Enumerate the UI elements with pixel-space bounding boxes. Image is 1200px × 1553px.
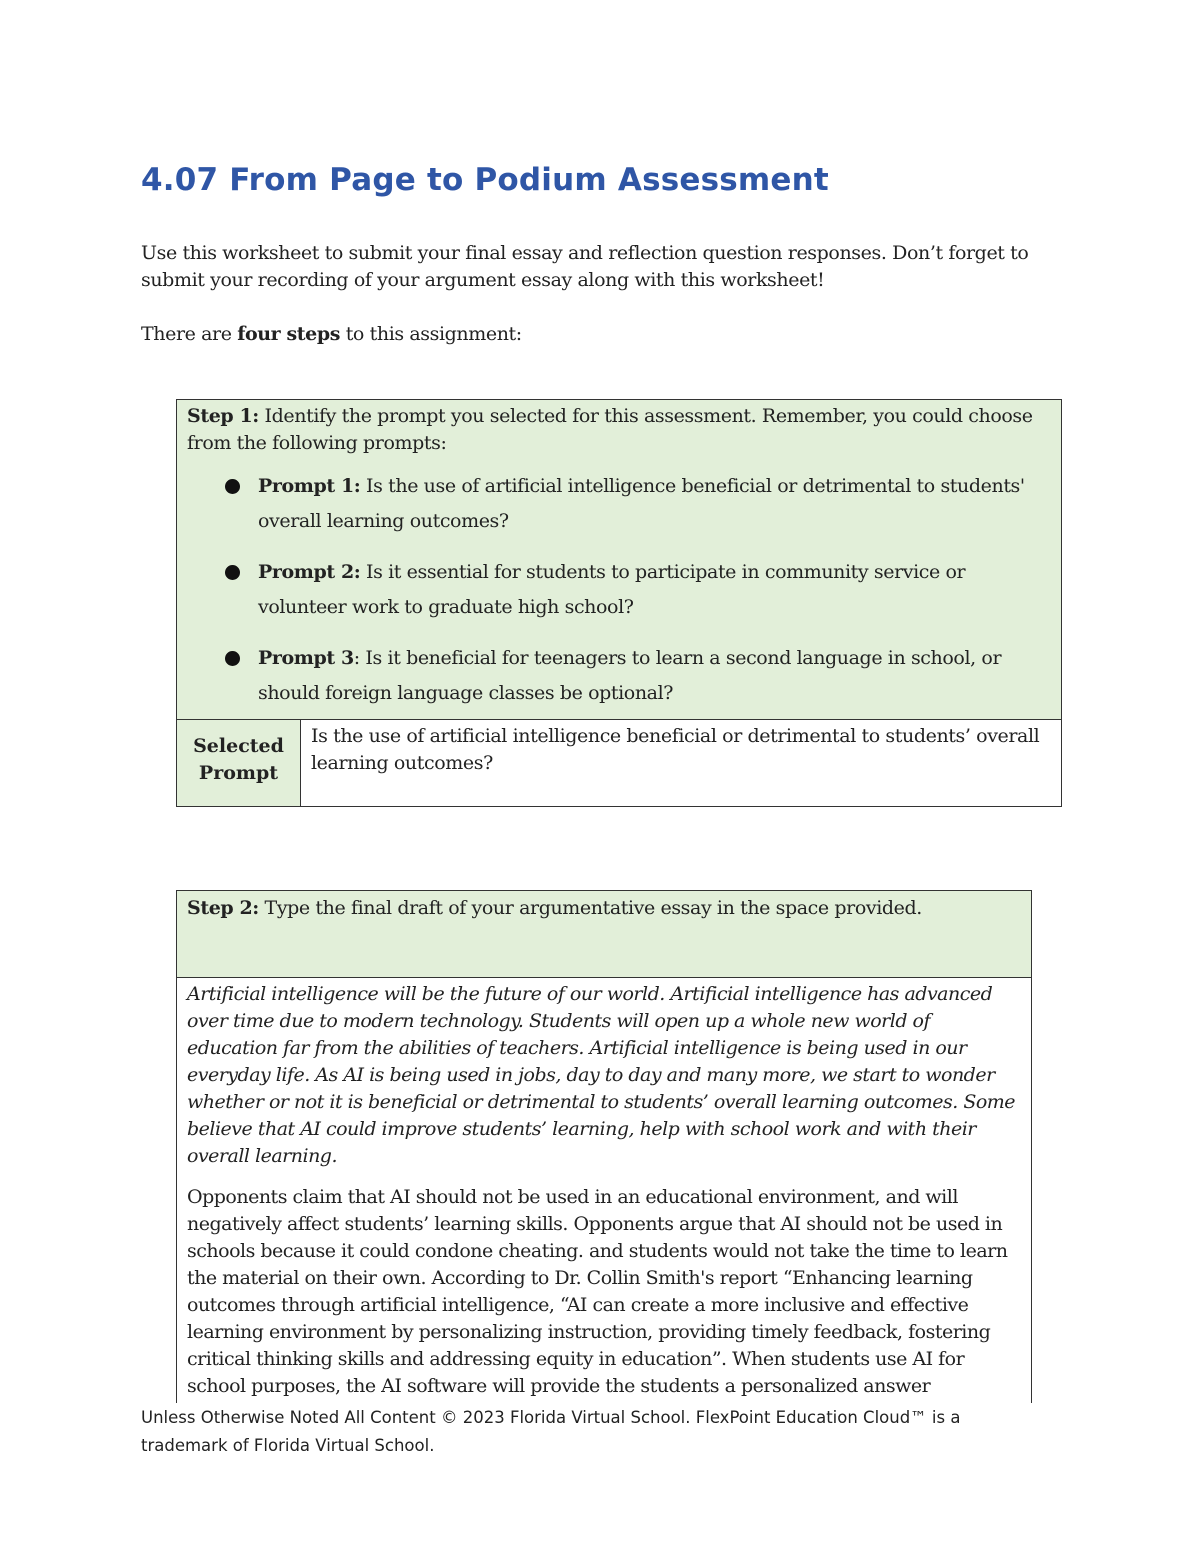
prompt-text: Is it essential for students to participate in community service or volunteer work to graduate high school? [258, 561, 966, 618]
bullet-icon [225, 479, 240, 494]
essay-paragraph-2: Opponents claim that AI should not be used in an educational environment, and will negatively affect students’ learning skills. Opponents argue that AI should not be used in schools because it could condone cheating. and students would not take the time to learn the material on their own. According to Dr. Collin Smith's report “Enhancing learning outcomes through artificial intelligence, “AI can create a more inclusive and effective learning environment by personalizing instruction, providing timely feedback, fostering critical thinking skills and addressing equity in education”. When students use AI for school purposes, the AI software will provide the students a personalized answer [187, 1186, 1008, 1397]
prompt-label: Prompt 1: [258, 475, 361, 497]
selected-prompt-label: Selected Prompt [177, 720, 301, 806]
selected-prompt-row [177, 720, 1061, 806]
step1-label: Step 1: [187, 405, 259, 427]
step2-text: Type the final draft of your argumentative essay in the space provided. [258, 897, 922, 919]
essay-response[interactable] [177, 978, 1031, 1400]
step2-label: Step 2: [187, 897, 259, 919]
list-item [187, 641, 1051, 711]
bullet-icon [225, 651, 240, 666]
steps-line-after: to this assignment: [340, 323, 522, 345]
step1-cell [177, 400, 1061, 720]
selected-prompt-value[interactable]: Is the use of artificial intelligence beneficial or detrimental to students’ overall learning outcomes? [311, 725, 1040, 774]
prompt-text: Is the use of artificial intelligence beneficial or detrimental to students' overall learning outcomes? [258, 475, 1025, 532]
step1-text: Identify the prompt you selected for this assessment. Remember, you could choose from the following prompts: [187, 405, 1033, 454]
list-item [187, 555, 1051, 625]
step2-table [176, 890, 1032, 1403]
prompt-list [187, 469, 1051, 711]
list-item [187, 469, 1051, 539]
page-title: 4.07 From Page to Podium Assessment [141, 162, 829, 198]
steps-line-bold: four steps [237, 323, 341, 345]
step1-table [176, 399, 1062, 807]
intro-paragraph: Use this worksheet to submit your final essay and reflection question responses. Don’t forget to submit your recording of your argument essay along with this worksheet! [141, 242, 1029, 291]
step2-cell [177, 891, 1031, 978]
steps-line-before: There are [141, 323, 238, 345]
prompt-label: Prompt 3 [258, 647, 354, 669]
prompt-label: Prompt 2: [258, 561, 361, 583]
steps-line [141, 321, 522, 348]
bullet-icon [225, 565, 240, 580]
footer-copyright: Unless Otherwise Noted All Content © 2023 Florida Virtual School. FlexPoint Education Cloud™ is a trademark of Florida Virtual School. [141, 1408, 961, 1455]
essay-paragraph-1: Artificial intelligence will be the future of our world. Artificial intelligence has advanced over time due to modern technology. Students will open up a whole new world of education far from the abilities of teachers. Artificial intelligence is being used in our everyday life. As AI is being used in jobs, day to day and many more, we start to wonder whether or not it is beneficial or detrimental to students’ overall learning outcomes. Some believe that AI could improve students’ learning, help with school work and with their overall learning. [187, 983, 1016, 1167]
prompt-text: : Is it beneficial for teenagers to learn a second language in school, or should foreign language classes be optional? [258, 647, 1002, 704]
